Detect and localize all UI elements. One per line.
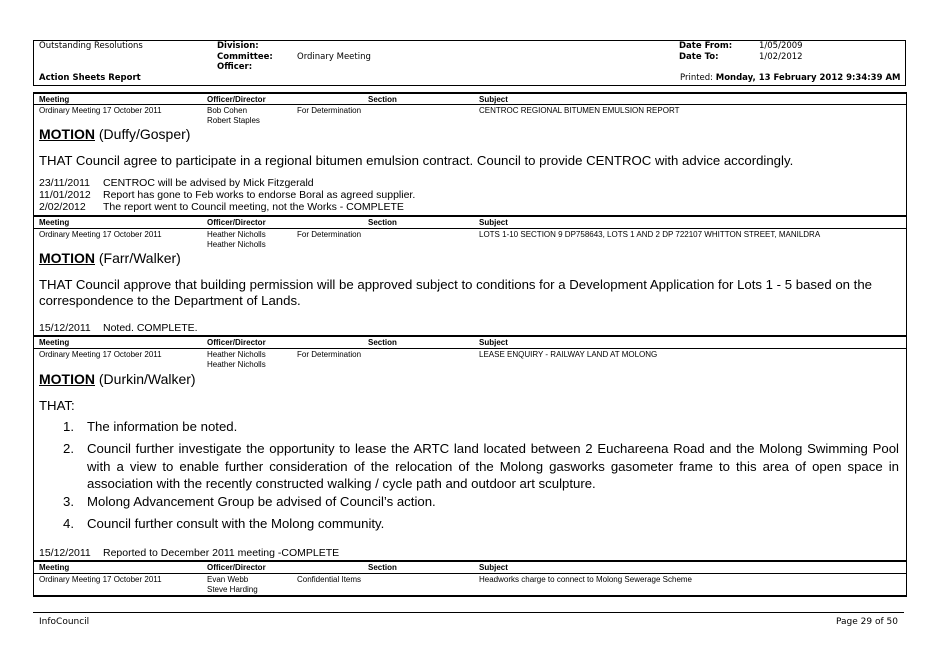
meeting-cell: Ordinary Meeting 17 October 2011 xyxy=(39,106,162,115)
col-meeting: Meeting xyxy=(39,95,70,104)
director-cell: Robert Staples xyxy=(207,116,260,125)
col-officer: Officer/Director xyxy=(207,218,266,227)
resolution-intro: THAT: xyxy=(39,398,75,413)
meeting-cell: Ordinary Meeting 17 October 2011 xyxy=(39,230,162,239)
divider xyxy=(33,348,907,349)
note-text: Reported to December 2011 meeting -COMPLETE xyxy=(103,547,340,559)
note-date: 2/02/2012 xyxy=(39,201,86,213)
col-meeting: Meeting xyxy=(39,338,70,347)
motion-movers: (Durkin/Walker) xyxy=(98,371,196,387)
committee-value: Ordinary Meeting xyxy=(297,52,371,62)
action-note xyxy=(39,202,404,214)
footer-app: InfoCouncil xyxy=(39,617,90,627)
motion-movers: (Farr/Walker) xyxy=(98,250,181,266)
resolution-text: THAT Council approve that building permission will be approved subject to conditions for a Development Application for Lots 1 - 5 based on the xyxy=(39,277,872,292)
note-text: Noted. COMPLETE. xyxy=(103,322,198,334)
list-text: Molong Advancement Group be advised of Council’s action. xyxy=(87,494,436,509)
division-label: Division: xyxy=(217,41,259,51)
subject-cell: Headworks charge to connect to Molong Sewerage Scheme xyxy=(479,575,693,584)
action-note xyxy=(39,548,339,560)
director-cell: Steve Harding xyxy=(207,585,258,594)
list-item xyxy=(63,515,384,532)
section-cell: For Determination xyxy=(297,230,362,239)
list-item xyxy=(63,418,237,435)
motion-word: MOTION xyxy=(39,371,95,387)
section-cell: Confidential Items xyxy=(297,575,362,584)
printed-value: Monday, 13 February 2012 9:34:39 AM xyxy=(715,73,901,83)
col-subject: Subject xyxy=(479,218,508,227)
list-item xyxy=(63,440,87,457)
note-date: 23/11/2011 xyxy=(39,177,90,189)
motion-heading xyxy=(39,371,196,387)
col-subject: Subject xyxy=(479,563,508,572)
col-subject: Subject xyxy=(479,95,508,104)
divider xyxy=(33,595,907,597)
resolution-text: THAT Council agree to participate in a regional bitumen emulsion contract. Council to provide CENTROC with advice accordingly. xyxy=(39,153,794,168)
meeting-cell: Ordinary Meeting 17 October 2011 xyxy=(39,575,162,584)
list-item xyxy=(63,493,436,510)
resolution-text: correspondence to the Department of Lands. xyxy=(39,293,301,308)
divider xyxy=(33,573,907,574)
divider xyxy=(33,215,907,217)
printed-label: Printed: xyxy=(680,73,714,83)
officer-cell: Heather Nicholls xyxy=(207,350,266,359)
note-text: CENTROC will be advised by Mick Fitzgerald xyxy=(103,177,314,189)
note-date: 15/12/2011 xyxy=(39,547,91,559)
col-officer: Officer/Director xyxy=(207,563,266,572)
list-number: 2. xyxy=(63,441,74,456)
motion-heading xyxy=(39,250,181,266)
director-cell: Heather Nicholls xyxy=(207,360,266,369)
col-meeting: Meeting xyxy=(39,563,70,572)
meeting-cell: Ordinary Meeting 17 October 2011 xyxy=(39,350,162,359)
list-number: 4. xyxy=(63,516,74,531)
date-from-value: 1/05/2009 xyxy=(759,41,803,51)
officer-label: Officer: xyxy=(217,62,253,72)
footer-rule xyxy=(33,612,904,613)
motion-movers: (Duffy/Gosper) xyxy=(98,126,191,142)
action-note xyxy=(39,190,415,202)
committee-label: Committee: xyxy=(217,52,273,62)
note-date: 11/01/2012 xyxy=(39,189,91,201)
note-date: 15/12/2011 xyxy=(39,322,91,334)
section-cell: For Determination xyxy=(297,350,362,359)
col-meeting: Meeting xyxy=(39,218,70,227)
officer-cell: Heather Nicholls xyxy=(207,230,266,239)
section-cell: For Determination xyxy=(297,106,362,115)
list-text: The information be noted. xyxy=(87,419,238,434)
report-type: Action Sheets Report xyxy=(39,73,141,83)
action-note xyxy=(39,178,314,190)
motion-word: MOTION xyxy=(39,126,95,142)
col-section: Section xyxy=(368,218,397,227)
divider xyxy=(33,335,907,337)
col-officer: Officer/Director xyxy=(207,338,266,347)
col-subject: Subject xyxy=(479,338,508,347)
note-text: The report went to Council meeting, not the Works - COMPLETE xyxy=(103,201,404,213)
col-officer: Officer/Director xyxy=(207,95,266,104)
date-to-value: 1/02/2012 xyxy=(759,52,803,62)
divider xyxy=(33,228,907,229)
officer-cell: Evan Webb xyxy=(207,575,249,584)
divider xyxy=(33,560,907,562)
divider xyxy=(33,104,907,105)
subject-cell: CENTROC REGIONAL BITUMEN EMULSION REPORT xyxy=(479,106,680,115)
printed-line xyxy=(680,73,900,83)
note-text: Report has gone to Feb works to endorse Boral as agreed supplier. xyxy=(103,189,416,201)
subject-cell: LEASE ENQUIRY - RAILWAY LAND AT MOLONG xyxy=(479,350,658,359)
motion-heading xyxy=(39,126,190,142)
list-number: 1. xyxy=(63,419,74,434)
director-cell: Heather Nicholls xyxy=(207,240,266,249)
report-name: Outstanding Resolutions xyxy=(39,41,143,51)
list-text: Council further investigate the opportunity to lease the ARTC land located between 2 Euchareena Road and the Molong Swimming Pool with a view to enable further consideration of the relocation of the Molong gasworks gasometer frame to this area of open space in association with the recently constructed walking / cycle path and outdoor art sculpture. xyxy=(87,441,899,491)
divider xyxy=(33,92,907,94)
page-number: Page 29 of 50 xyxy=(836,617,898,627)
date-from-label: Date From: xyxy=(679,41,733,51)
col-section: Section xyxy=(368,563,397,572)
date-to-label: Date To: xyxy=(679,52,719,62)
col-section: Section xyxy=(368,95,397,104)
subject-cell: LOTS 1-10 SECTION 9 DP758643, LOTS 1 AND 2 DP 722107 WHITTON STREET, MANILDRA xyxy=(479,230,821,239)
col-section: Section xyxy=(368,338,397,347)
list-number: 3. xyxy=(63,494,74,509)
officer-cell: Bob Cohen xyxy=(207,106,248,115)
motion-word: MOTION xyxy=(39,250,95,266)
action-note xyxy=(39,323,198,335)
list-text: Council further consult with the Molong community. xyxy=(87,516,385,531)
